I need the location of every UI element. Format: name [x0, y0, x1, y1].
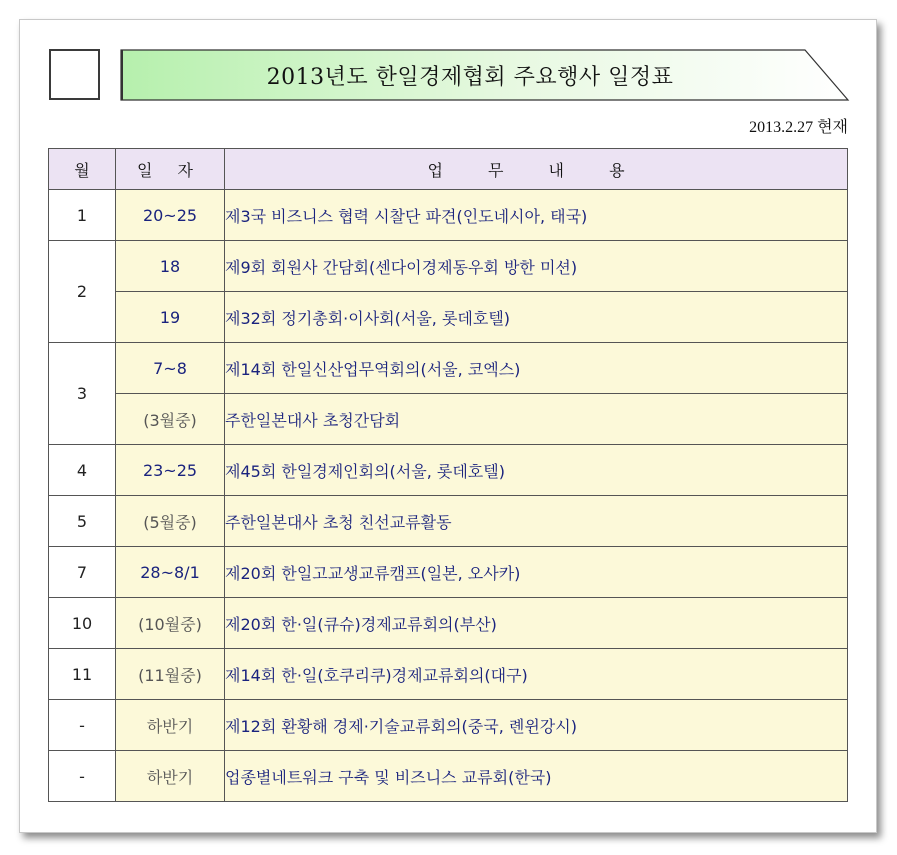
content-cell: 제20회 한일고교생교류캠프(일본, 오사카) — [225, 547, 848, 598]
content-cell: 제14회 한일신산업무역회의(서울, 코엑스) — [225, 343, 848, 394]
table-row — [49, 496, 848, 547]
date-cell: (5월중) — [116, 496, 225, 547]
month-cell: - — [49, 751, 116, 802]
table-row — [49, 292, 848, 343]
date-cell: 18 — [116, 241, 225, 292]
content-cell: 제45회 한일경제인회의(서울, 롯데호텔) — [225, 445, 848, 496]
date-cell: (10월중) — [116, 598, 225, 649]
table-row — [49, 649, 848, 700]
date-cell: 23~25 — [116, 445, 225, 496]
table-row — [49, 343, 848, 394]
content-cell: 제3국 비즈니스 협력 시찰단 파견(인도네시아, 태국) — [225, 190, 848, 241]
month-cell: 7 — [49, 547, 116, 598]
month-cell: 3 — [49, 343, 116, 445]
month-cell: 4 — [49, 445, 116, 496]
content-cell: 주한일본대사 초청간담회 — [225, 394, 848, 445]
date-cell: 19 — [116, 292, 225, 343]
date-cell: 하반기 — [116, 751, 225, 802]
date-cell: 28~8/1 — [116, 547, 225, 598]
table-row — [49, 547, 848, 598]
date-cell: 7~8 — [116, 343, 225, 394]
header-content: 업 무 내 용 — [225, 149, 848, 190]
date-cell: 20~25 — [116, 190, 225, 241]
month-cell: 1 — [49, 190, 116, 241]
table-row — [49, 445, 848, 496]
as-of-date: 2013.2.27 현재 — [749, 119, 848, 136]
table-row — [49, 751, 848, 802]
table-row — [49, 598, 848, 649]
header-date: 일 자 — [116, 149, 225, 190]
month-cell: 2 — [49, 241, 116, 343]
date-cell: 하반기 — [116, 700, 225, 751]
title-banner — [120, 49, 850, 101]
content-cell: 제32회 정기총회·이사회(서울, 롯데호텔) — [225, 292, 848, 343]
month-cell: 10 — [49, 598, 116, 649]
content-cell: 제20회 한·일(큐슈)경제교류회의(부산) — [225, 598, 848, 649]
month-cell: - — [49, 700, 116, 751]
date-cell: (11월중) — [116, 649, 225, 700]
content-cell: 제14회 한·일(호쿠리쿠)경제교류회의(대구) — [225, 649, 848, 700]
blank-box — [49, 49, 100, 100]
content-cell: 제9회 회원사 간담회(센다이경제동우회 방한 미션) — [225, 241, 848, 292]
month-cell: 5 — [49, 496, 116, 547]
date-cell: (3월중) — [116, 394, 225, 445]
content-cell: 제12회 환황해 경제·기술교류회의(중국, 롄윈강시) — [225, 700, 848, 751]
page-title: 2013년도 한일경제협회 주요행사 일정표 — [266, 64, 674, 90]
header-month: 월 — [49, 149, 116, 190]
table-header-row — [49, 149, 848, 190]
schedule-table — [48, 148, 848, 802]
month-cell: 11 — [49, 649, 116, 700]
content-cell: 주한일본대사 초청 친선교류활동 — [225, 496, 848, 547]
content-cell: 업종별네트워크 구축 및 비즈니스 교류회(한국) — [225, 751, 848, 802]
table-row — [49, 394, 848, 445]
table-row — [49, 700, 848, 751]
table-row — [49, 190, 848, 241]
table-row — [49, 241, 848, 292]
